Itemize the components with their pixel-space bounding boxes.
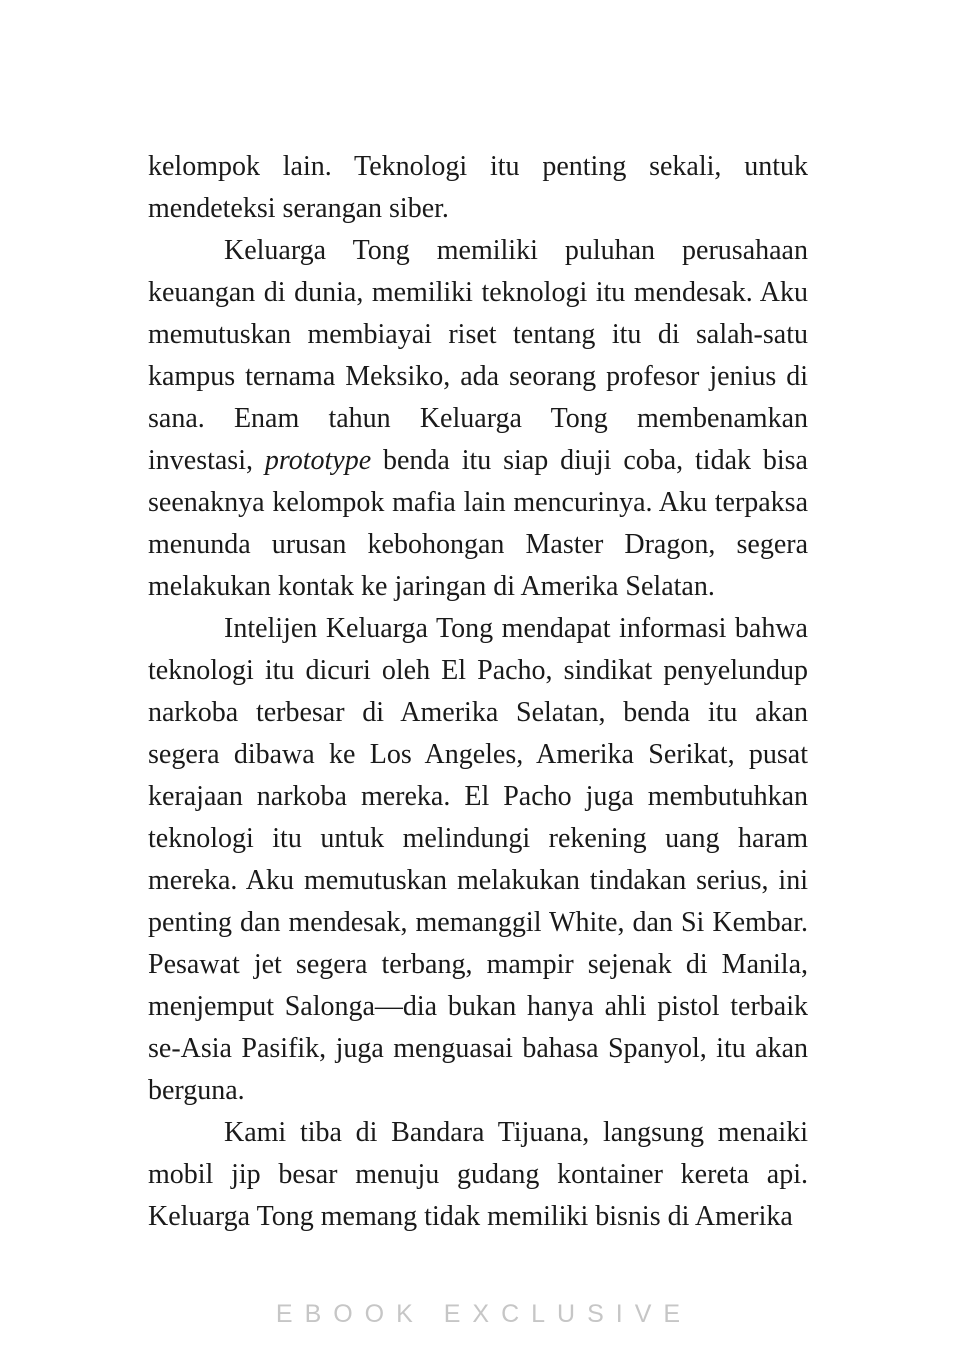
italic-word-prototype: prototype [264,445,372,476]
paragraph-2-after-italic: benda itu siap diuji coba, tidak bisa seenaknya kelompok mafia lain mencurinya. Aku terpaksa menunda urusan kebohongan Master Dragon, segera melakukan kontak ke jaringan di Amerika Selatan. [148,445,808,602]
body-text [148,146,808,1238]
paragraph-continuation: kelompok lain. Teknologi itu penting sekali, untuk mendeteksi serangan siber. [148,151,808,224]
ebook-exclusive-footer: EBOOK EXCLUSIVE [275,1300,693,1328]
paragraph-bandara-tijuana: Kami tiba di Bandara Tijuana, langsung menaiki mobil jip besar menuju gudang kontainer kereta api. Keluarga Tong memang tidak memiliki bisnis di Amerika [148,1117,808,1232]
paragraph-intelijen: Intelijen Keluarga Tong mendapat informasi bahwa teknologi itu dicuri oleh El Pacho, sindikat penyelundup narkoba terbesar di Amerika Selatan, benda itu akan segera dibawa ke Los Angeles, Amerika Serikat, pusat kerajaan narkoba mereka. El Pacho juga membutuhkan teknologi itu untuk melindungi rekening uang haram mereka. Aku memutuskan melakukan tindakan serius, ini penting dan mendesak, memanggil White, dan Si Kembar. Pesawat jet segera terbang, mampir sejenak di Manila, menjemput Salonga—dia bukan hanya ahli pistol terbaik se-Asia Pasifik, juga menguasai bahasa Spanyol, itu akan berguna. [148,613,808,1106]
paragraph-2-before-italic: Keluarga Tong memiliki puluhan perusahaan keuangan di dunia, memiliki teknologi itu mendesak. Aku memutuskan membiayai riset tentang itu di salah-satu kampus ternama Meksiko, ada seorang profesor jenius di sana. Enam tahun Keluarga Tong membenamkan investasi, [148,235,808,476]
paragraph-keluarga-tong [148,230,808,608]
